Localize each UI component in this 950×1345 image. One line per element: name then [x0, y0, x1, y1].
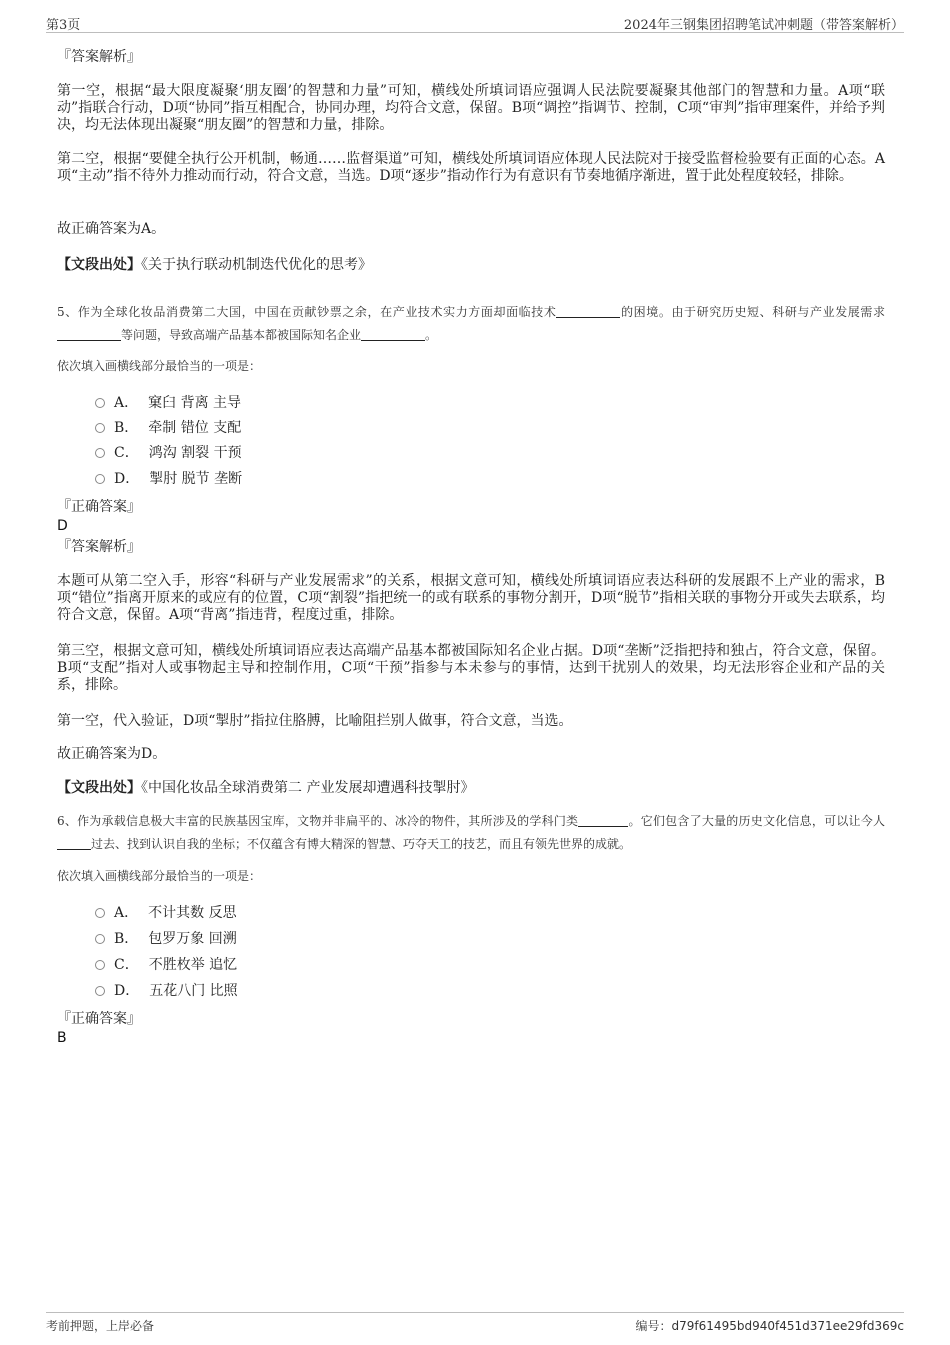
q5-blank-2 [57, 328, 121, 341]
q6-option-text: 不计其数 反思 [148, 905, 237, 921]
q5-source-title: 《中国化妆品全球消费第二 产业发展却遭遇科技掣肘》 [141, 780, 475, 796]
q5-option-text: 掣肘 脱节 垄断 [149, 471, 243, 487]
q5-option-letter: D． [114, 471, 140, 487]
radio-icon[interactable] [95, 398, 105, 408]
q5-option-text: 鸿沟 割裂 干预 [148, 445, 242, 461]
q6-stem-text-2: 。它们包含了大量的历史文化信息，可以让今人 [628, 814, 885, 828]
q5-answer-value: D [57, 518, 68, 534]
q5-option-b[interactable] [95, 419, 241, 437]
q5-analysis-paragraph-3: 第一空，代入验证，D项“掣肘”指拉住胳膊，比喻阻拦别人做事，符合文意，当选。 [57, 713, 573, 729]
q5-option-text: 窠臼 背离 主导 [148, 395, 242, 411]
q6-stem-text-3: 过去、找到认识自我的坐标；不仅蕴含有博大精深的智慧、巧夺天工的技艺，而且有领先世界的成就。 [91, 837, 632, 851]
page-header [46, 12, 904, 33]
q5-stem-text-4: 。 [425, 328, 438, 342]
q6-option-text: 五花八门 比照 [149, 983, 238, 999]
q5-analysis-label: 『答案解析』 [57, 539, 141, 555]
radio-icon[interactable] [95, 908, 105, 918]
document-code-value: d79f61495bd940f451d371ee29fd369c [671, 1319, 904, 1333]
radio-icon[interactable] [95, 960, 105, 970]
q5-analysis-paragraph-2: 第三空，根据文意可知，横线处所填词语应表达高端产品基本都被国际知名企业占据。D项“垄断”泛指把持和独占，符合文意，保留。B项“支配”指对人或事物起主导和控制作用，C项“干预”指参与本未参与的事情，达到干扰别人的效果，均无法形容企业和产品的关系，排除。 [57, 643, 885, 693]
q6-option-text: 不胜枚举 追忆 [148, 957, 238, 973]
q5-option-text: 牵制 错位 支配 [148, 420, 242, 436]
q4-analysis-paragraph-1: 第一空，根据“最大限度凝聚‘朋友圈’的智慧和力量”可知，横线处所填词语应强调人民法院要凝聚其他部门的智慧和力量。A项“联动”指联合行动，D项“协同”指互相配合，协同办理，均符合文意，保留。B项“调控”指调节、控制，C项“审判”指审理案件，并给予判决，均无法体现出凝聚“朋友圈”的智慧和力量，排除。 [57, 83, 885, 133]
q5-source [57, 779, 885, 797]
q6-prompt: 依次填入画横线部分最恰当的一项是： [57, 869, 262, 883]
q6-option-b[interactable] [95, 930, 237, 948]
q6-blank-2 [57, 837, 91, 850]
q6-stem [57, 810, 885, 856]
page-number: 第3页 [46, 18, 81, 33]
q5-source-label: 【文段出处】 [57, 780, 141, 796]
document-code [636, 1317, 904, 1334]
q6-answer-label: 『正确答案』 [57, 1011, 141, 1027]
q5-analysis-paragraph-1: 本题可从第二空入手，形容“科研与产业发展需求”的关系，根据文意可知，横线处所填词语应表达科研的发展跟不上产业的需求，B项“错位”指离开原来的或应有的位置，C项“割裂”指把统一的或有联系的事物分割开，D项“脱节”指相关联的事物分开或失去联系，均符合文意，保留。A项“背离”指违背，程度过重，排除。 [57, 573, 885, 623]
q5-blank-1 [556, 305, 620, 318]
q5-option-letter: B． [114, 420, 139, 436]
q4-source-label: 【文段出处】 [57, 257, 141, 273]
q6-option-c[interactable] [95, 956, 237, 974]
document-code-label: 编号： [635, 1319, 672, 1333]
q5-option-letter: A． [114, 395, 139, 411]
q6-stem-text-1: 6、作为承载信息极大丰富的民族基因宝库，文物并非扁平的、冰冷的物件，其所涉及的学科门类 [57, 814, 579, 828]
q6-option-letter: D． [114, 983, 140, 999]
q4-conclusion: 故正确答案为A。 [57, 221, 166, 237]
q5-blank-3 [361, 328, 425, 341]
q4-source-title: 《关于执行联动机制迭代优化的思考》 [141, 257, 372, 273]
q5-stem-text-1: 5、作为全球化妆品消费第二大国，中国在贡献钞票之余，在产业技术实力方面却面临技术 [57, 305, 557, 319]
q5-prompt: 依次填入画横线部分最恰当的一项是： [57, 359, 262, 373]
q5-option-d[interactable] [95, 470, 242, 488]
document-title: 2024年三钢集团招聘笔试冲刺题（带答案解析） [623, 18, 904, 33]
q6-option-letter: A． [114, 905, 139, 921]
q6-option-a[interactable] [95, 904, 237, 922]
q6-option-letter: B． [114, 931, 139, 947]
q5-stem [57, 301, 885, 347]
footer-slogan: 考前押题，上岸必备 [46, 1319, 155, 1333]
q6-option-letter: C． [114, 957, 139, 973]
q5-conclusion: 故正确答案为D。 [57, 746, 167, 762]
q5-option-c[interactable] [95, 444, 242, 462]
q5-option-a[interactable] [95, 394, 241, 412]
radio-icon[interactable] [95, 474, 105, 484]
q4-analysis-paragraph-2: 第二空，根据“要健全执行公开机制，畅通……监督渠道”可知，横线处所填词语应体现人民法院对于接受监督检验要有正面的心态。A项“主动”指不待外力推动而行动，符合文意，当选。D项“逐步”指动作行为有意识有节奏地循序渐进，置于此处程度较轻，排除。 [57, 151, 885, 184]
q4-analysis-label: 『答案解析』 [57, 49, 141, 65]
q5-answer-label: 『正确答案』 [57, 499, 141, 515]
q5-stem-text-3: 等问题，导致高端产品基本都被国际知名企业 [121, 328, 362, 342]
q6-option-d[interactable] [95, 982, 238, 1000]
radio-icon[interactable] [95, 934, 105, 944]
q5-stem-text-2: 的困境。由于研究历史短、科研与产业发展需求 [620, 305, 885, 319]
q6-option-text: 包罗万象 回溯 [148, 931, 237, 947]
page-footer [46, 1312, 904, 1335]
q6-answer-value: B [57, 1030, 67, 1046]
radio-icon[interactable] [95, 448, 105, 458]
radio-icon[interactable] [95, 986, 105, 996]
q6-blank-1 [578, 814, 628, 827]
radio-icon[interactable] [95, 423, 105, 433]
q4-source [57, 256, 885, 274]
q5-option-letter: C． [114, 445, 139, 461]
